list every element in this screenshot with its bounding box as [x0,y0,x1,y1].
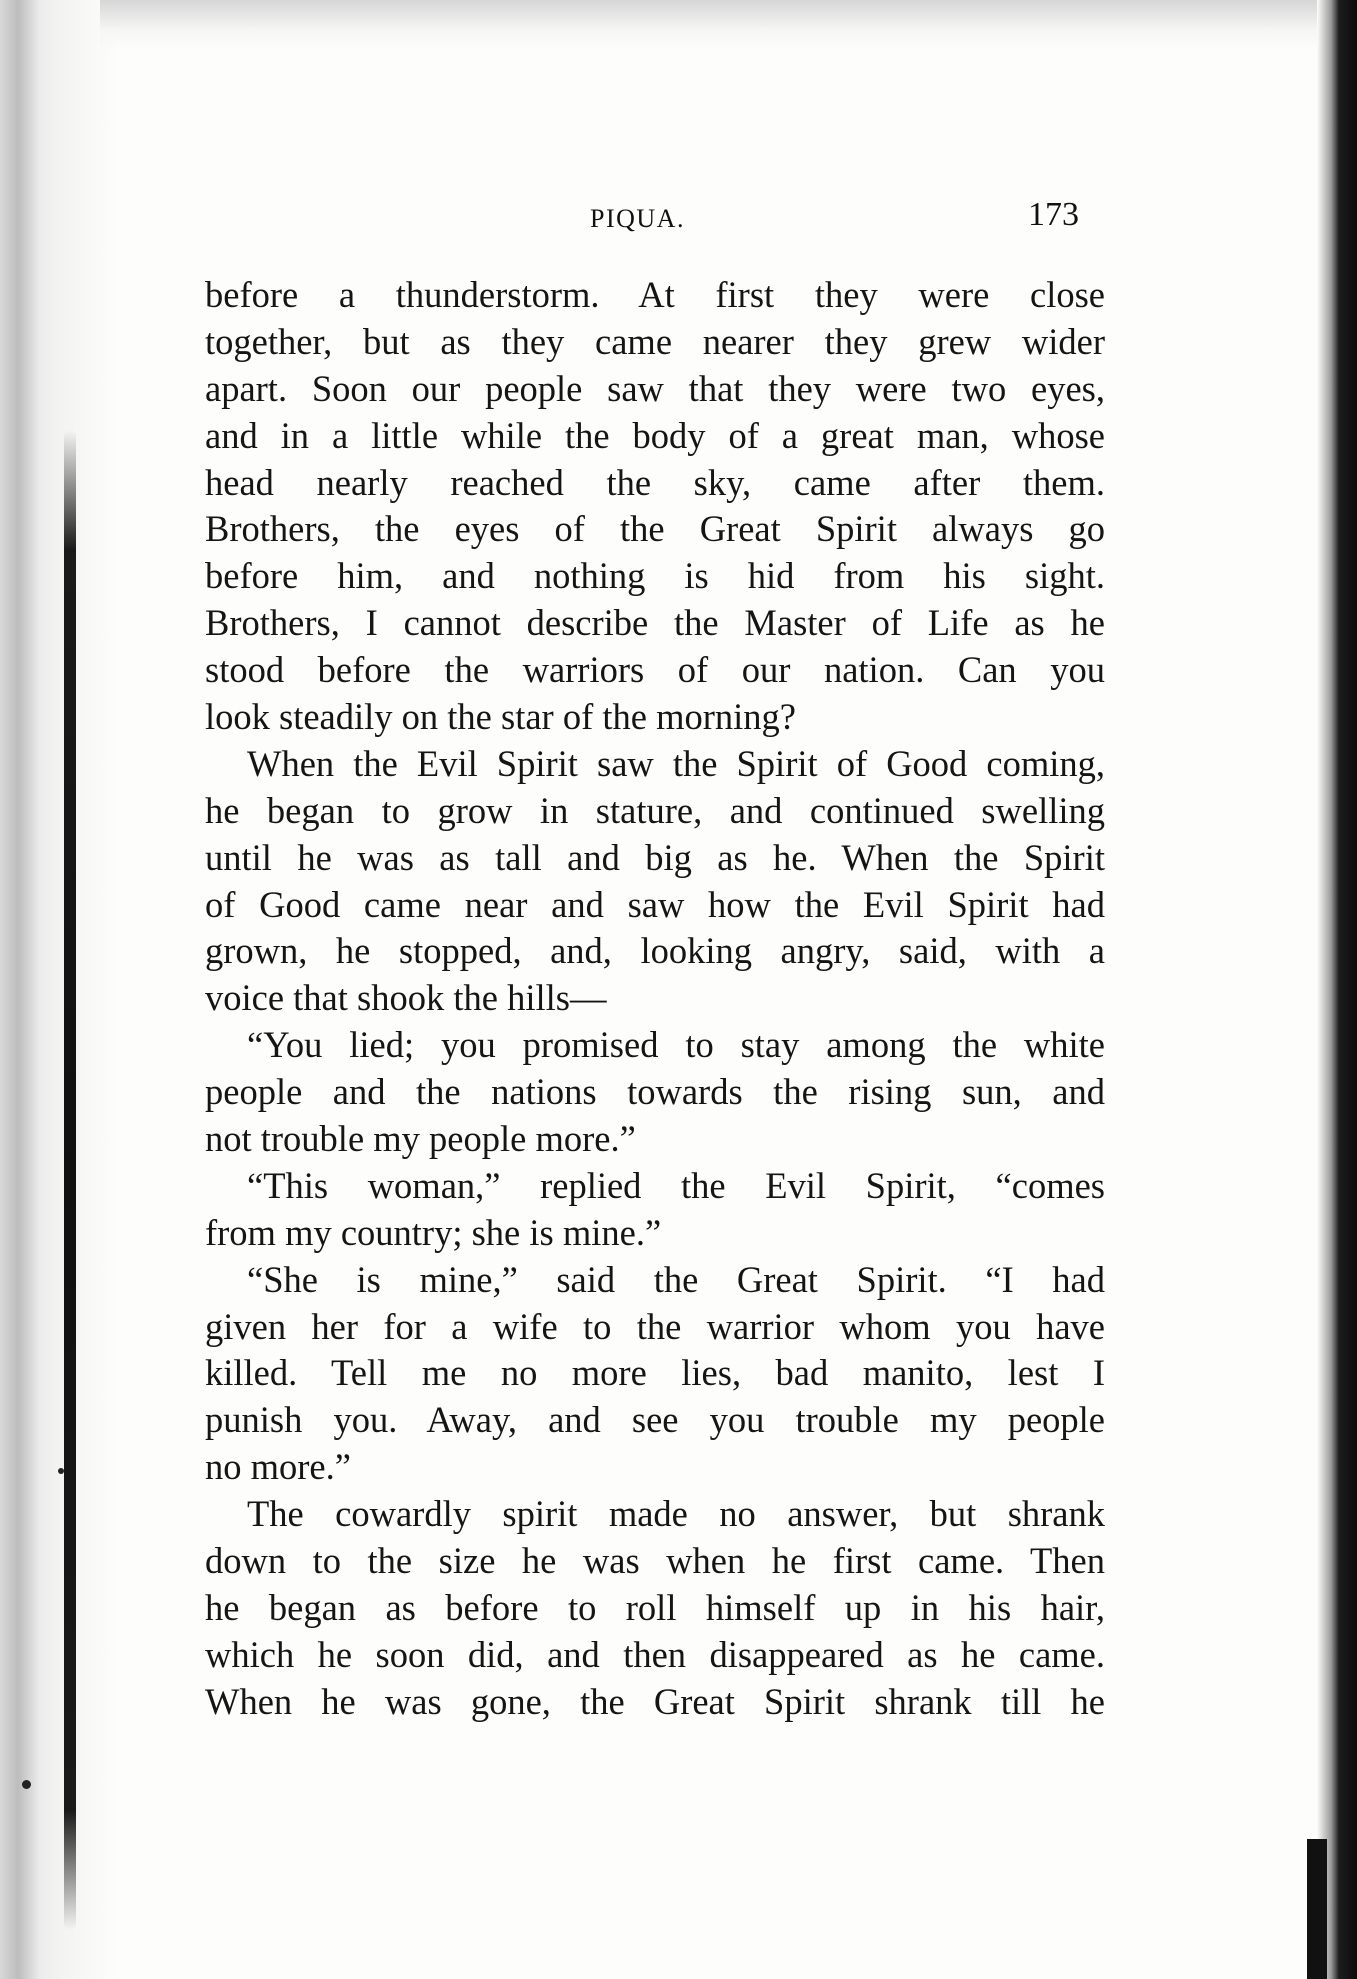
page-header [0,196,1357,246]
scan-speck [22,1780,31,1789]
text-line: “This woman,” replied the Evil Spirit, “comes [247,1164,1105,1206]
text-line: “She is mine,” said the Great Spirit. “I had [247,1258,1105,1300]
text-line: “You lied; you promised to stay among the white [247,1024,1105,1066]
text-line: of Good came near and saw how the Evil Spirit had [205,883,1105,925]
text-line: he began as before to roll himself up in his hair, [205,1586,1105,1628]
corner-shadow [1307,1839,1327,1979]
text-line: punish you. Away, and see you trouble my people [205,1399,1105,1441]
text-line: before a thunderstorm. At first they were close [205,274,1105,315]
text-line: down to the size he was when he first came. Then [205,1540,1105,1582]
text-line: until he was as tall and big as he. When the Spirit [205,836,1105,878]
text-line: The cowardly spirit made no answer, but shrank [247,1493,1105,1535]
text-line: Brothers, the eyes of the Great Spirit always go [205,508,1105,550]
right-edge-shadow [1317,0,1357,1979]
text-line: and in a little while the body of a great man, whose [205,414,1105,456]
text-line: apart. Soon our people saw that they were two eyes, [205,367,1105,409]
body-text [205,272,1105,1726]
text-line: When he was gone, the Great Spirit shrank till he [205,1680,1105,1722]
text-line: killed. Tell me no more lies, bad manito, lest I [205,1352,1105,1394]
scan-speck [58,1468,64,1474]
text-line: Brothers, I cannot describe the Master of Life as he [205,602,1105,644]
text-line: When the Evil Spirit saw the Spirit of Good coming, [247,742,1105,784]
text-line: he began to grow in stature, and continued swelling [205,789,1105,831]
text-line: from my country; she is mine.” [205,1211,662,1253]
text-line: people and the nations towards the rising sun, and [205,1071,1105,1113]
binding-shadow [0,0,118,1979]
text-line: given her for a wife to the warrior whom you have [205,1305,1105,1347]
text-line: before him, and nothing is hid from his sight. [205,555,1105,597]
text-line: no more.” [205,1446,351,1488]
text-line: head nearly reached the sky, came after them. [205,461,1105,503]
text-line: voice that shook the hills— [205,977,607,1019]
spine-edge [64,430,76,1930]
text-line: which he soon did, and then disappeared as he came. [205,1633,1105,1675]
text-line: together, but as they came nearer they grew wider [205,320,1105,362]
text-line: stood before the warriors of our nation. Can you [205,649,1105,691]
running-head: PIQUA. [590,204,685,233]
top-shadow [100,0,1317,50]
text-line: not trouble my people more.” [205,1118,636,1160]
page-number: 173 [1028,196,1079,233]
text-line: look steadily on the star of the morning? [205,696,796,738]
text-line: grown, he stopped, and, looking angry, said, with a [205,930,1105,972]
